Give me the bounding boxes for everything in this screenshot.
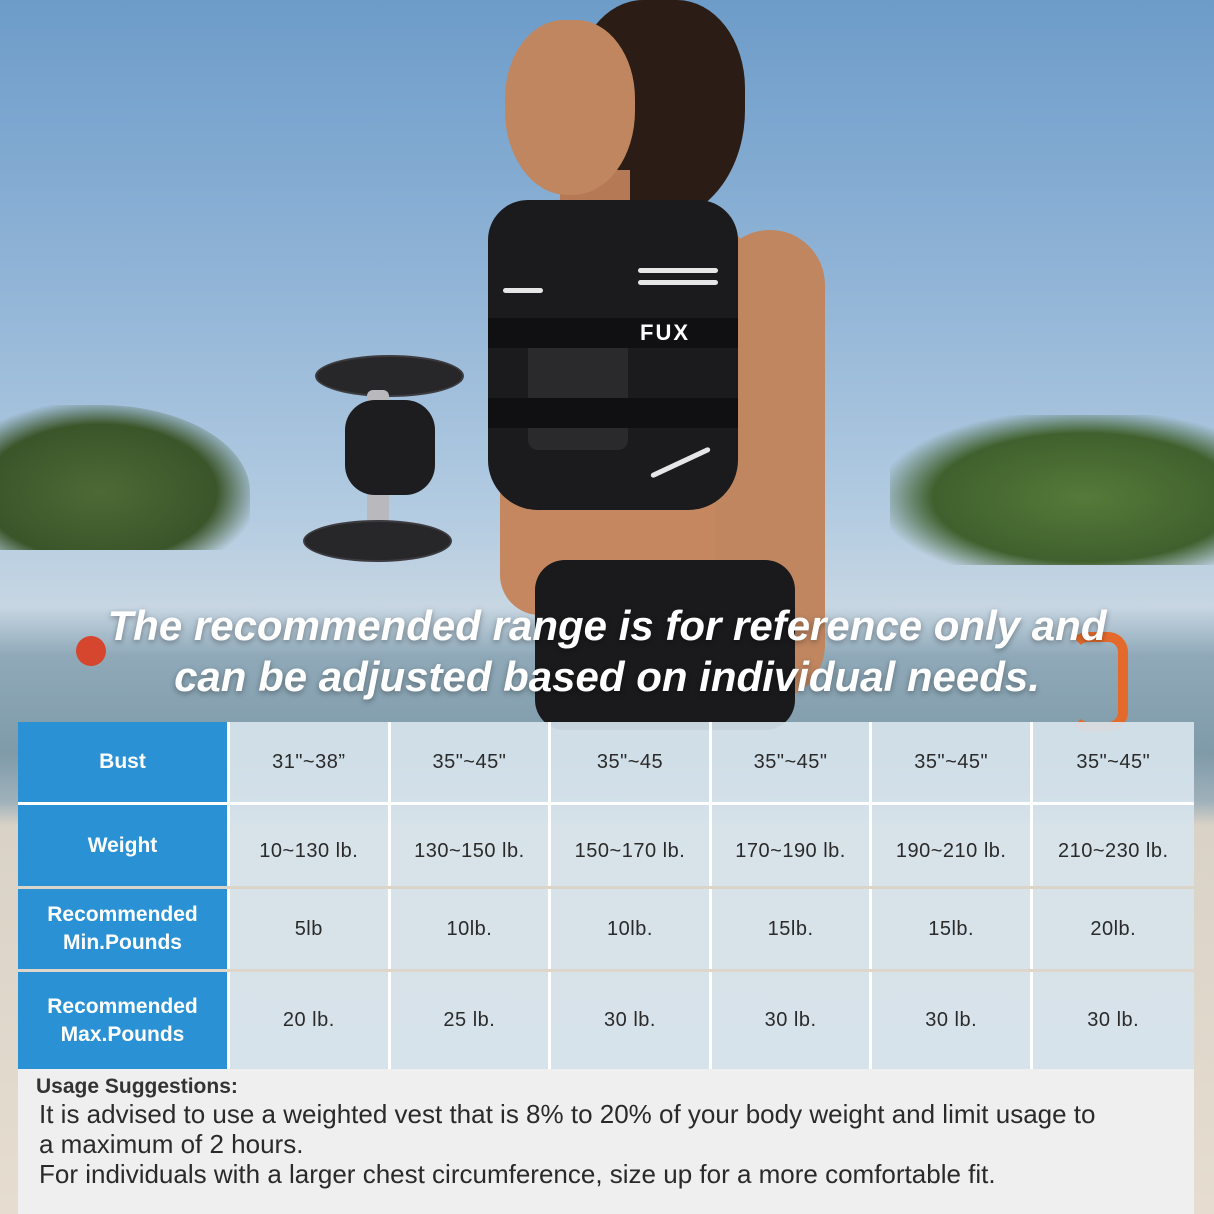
table-cell: 30 lb. [712,972,873,1069]
table-row-min-pounds [18,889,1194,969]
table-cell: 30 lb. [1033,972,1194,1069]
table-cell: 170~190 lb. [712,805,873,886]
headline-line1: The recommended range is for reference only and [107,602,1107,649]
vest-strap-upper [488,318,738,348]
usage-line2: a maximum of 2 hours. [39,1129,304,1159]
row-header-min-pounds [18,889,230,969]
table-row-weight [18,805,1194,886]
table-cell: 35"~45" [391,722,552,802]
table-cell: 35"~45" [1033,722,1194,802]
table-cell: 35"~45" [712,722,873,802]
vest-strap-lower [488,398,738,428]
usage-suggestions [18,1069,1194,1214]
table-cell: 10lb. [391,889,552,969]
weighted-vest [488,200,738,510]
reflective-stripe [650,446,711,478]
table-cell: 5lb [230,889,391,969]
table-cell: 30 lb. [551,972,712,1069]
usage-line1: It is advised to use a weighted vest that is 8% to 20% of your body weight and limit usage to [39,1099,1096,1129]
table-cell: 190~210 lb. [872,805,1033,886]
table-cell: 10lb. [551,889,712,969]
table-cell: 35"~45" [872,722,1033,802]
usage-title: Usage Suggestions: [36,1075,238,1098]
table-cell: 20 lb. [230,972,391,1069]
table-cell: 150~170 lb. [551,805,712,886]
table-cell: 30 lb. [872,972,1033,1069]
headline-line2: can be adjusted based on individual needs. [174,653,1040,700]
row-header-line2: Min.Pounds [63,931,182,954]
face [505,20,635,195]
table-cell: 210~230 lb. [1033,805,1194,886]
table-cell: 10~130 lb. [230,805,391,886]
dumbbell-plate-top [315,355,464,397]
table-cell: 130~150 lb. [391,805,552,886]
table-cell: 15lb. [712,889,873,969]
row-header-bust: Bust [18,722,230,802]
table-row-max-pounds [18,972,1194,1069]
row-header-line2: Max.Pounds [60,1022,185,1046]
gloved-hand [345,400,435,495]
usage-line3: For individuals with a larger chest circumference, size up for a more comfortable fit. [39,1159,996,1189]
reflective-stripe [638,280,718,285]
table-cell: 31"~38” [230,722,391,802]
brand-logo: FUX [640,320,690,345]
trees-right [890,415,1214,565]
row-header-weight: Weight [18,805,230,886]
row-header-max-pounds [18,972,230,1069]
dumbbell-plate-bottom [303,520,452,562]
table-cell: 20lb. [1033,889,1194,969]
table-cell: 35"~45 [551,722,712,802]
reflective-stripe [503,288,543,293]
table-cell: 25 lb. [391,972,552,1069]
headline [0,600,1214,702]
table-cell: 15lb. [872,889,1033,969]
row-header-line1: Recommended [47,994,198,1018]
table-row-bust [18,722,1194,805]
row-header-line1: Recommended [47,903,198,926]
reflective-stripe [638,268,718,273]
